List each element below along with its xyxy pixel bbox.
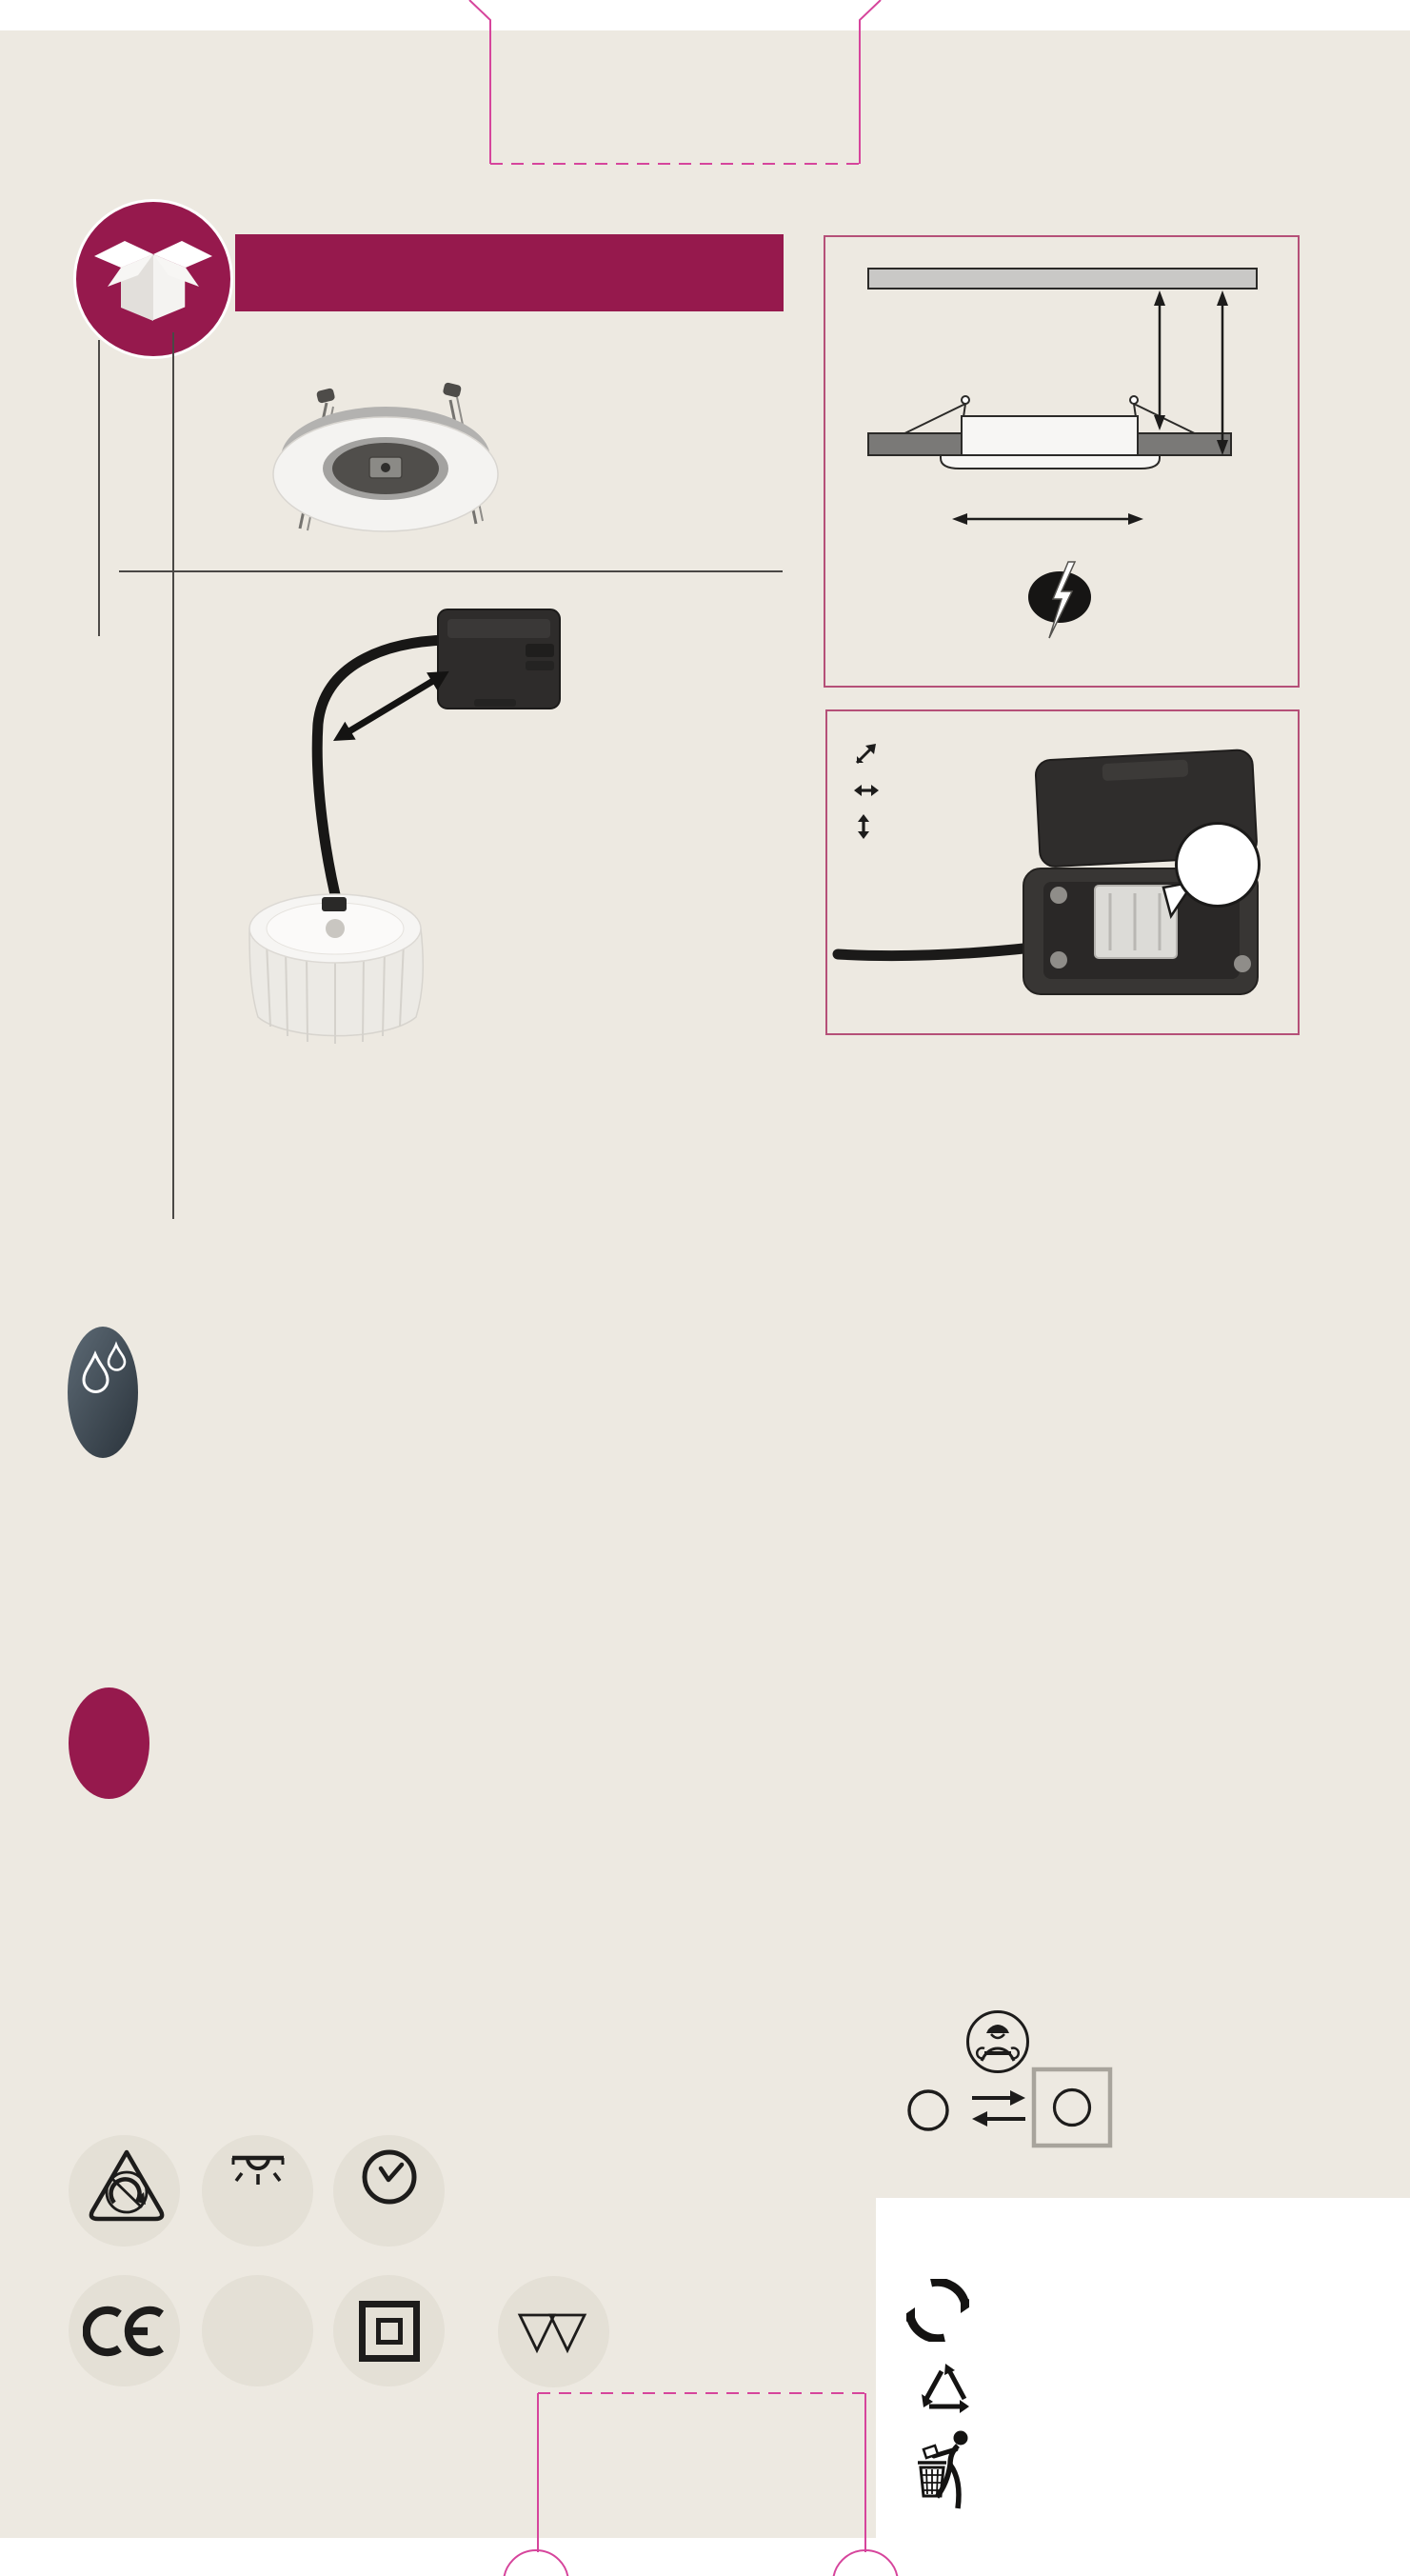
statement-line	[167, 1345, 173, 1378]
ip44-statements	[167, 1345, 173, 1445]
mm-mark-icon	[514, 2312, 594, 2354]
statement-line	[167, 1731, 173, 1765]
alu-badge	[69, 1687, 149, 1799]
sun-icon	[893, 2075, 963, 2146]
cutout-hole-icon	[1028, 562, 1091, 638]
icon-circle-ukca	[202, 2275, 313, 2386]
service-life-clock-icon	[361, 2148, 418, 2206]
click-bubble	[1175, 822, 1261, 908]
driver-box	[438, 609, 560, 709]
bottom-margin	[0, 2538, 1410, 2576]
pap-recycle-triangle-icon	[916, 2357, 975, 2427]
dimension-diagram	[824, 235, 1300, 688]
ce-mark-icon	[83, 2305, 170, 2358]
led-module	[249, 894, 423, 1044]
ceiling-mount-icon	[227, 2145, 289, 2207]
depth-max-dimension	[1217, 290, 1228, 455]
table-vertical-rule	[172, 332, 174, 1219]
installer-icon	[965, 2009, 1030, 2074]
alu-statements	[167, 1698, 173, 1798]
mains-cable	[317, 640, 447, 907]
statement-line	[167, 1698, 173, 1731]
outer-diameter-dimension	[952, 513, 1143, 525]
open-box-icon	[76, 202, 230, 356]
statement-line	[167, 1378, 173, 1411]
class2-double-square-icon	[359, 2301, 420, 2362]
statement-line	[167, 1765, 173, 1798]
ean-barcode	[971, 2200, 1371, 2543]
not-dimmable-icon	[84, 2142, 169, 2227]
package-contents-badge	[73, 199, 233, 359]
green-dot-icon	[906, 2279, 969, 2342]
connector-rule	[98, 340, 100, 636]
banner	[235, 234, 784, 311]
class2-inner-square	[376, 2318, 403, 2345]
exchange-arrows-icon	[970, 2088, 1027, 2128]
ip44-badge	[67, 1326, 139, 1459]
ceiling-bar	[868, 269, 1257, 289]
led-module-driver-photo	[219, 571, 752, 1067]
fixture-cross-section	[868, 396, 1231, 469]
recessed-spot-photo	[252, 367, 528, 557]
statement-line	[167, 1411, 173, 1445]
sun-in-square-icon	[1031, 2067, 1113, 2148]
depth-min-dimension	[1154, 290, 1165, 430]
